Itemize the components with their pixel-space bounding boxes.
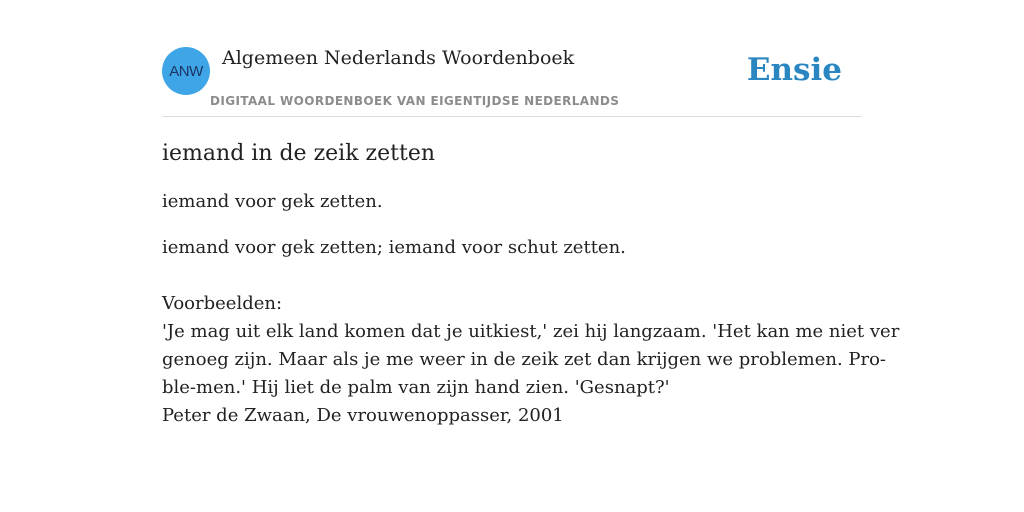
example-line: genoeg zijn. Maar als je me weer in de zeik zet dan krijgen we problemen. Pro-	[162, 349, 887, 370]
site-header	[162, 0, 862, 117]
example-line: ble-men.' Hij liet de palm van zijn hand zien. 'Gesnapt?'	[162, 377, 670, 398]
ensie-brand-logo[interactable]: Ensie	[746, 52, 842, 88]
site-subtitle: DIGITAAL WOORDENBOEK VAN EIGENTIJDSE NEDERLANDS	[210, 94, 620, 108]
entry-content	[162, 138, 900, 430]
entry-headword: iemand in de zeik zetten	[162, 141, 436, 166]
example-source: Peter de Zwaan, De vrouwenoppasser, 2001	[162, 405, 564, 426]
examples-label: Voorbeelden:	[162, 293, 283, 314]
example-line: 'Je mag uit elk land komen dat je uitkiest,' zei hij langzaam. 'Het kan me niet ver	[162, 321, 900, 342]
site-title[interactable]: Algemeen Nederlands Woordenboek	[222, 47, 575, 69]
anw-logo[interactable]	[162, 47, 210, 95]
definition-long: iemand voor gek zetten; iemand voor schut zetten.	[162, 237, 626, 258]
logo-text: ANW	[169, 62, 203, 80]
definition-short: iemand voor gek zetten.	[162, 191, 383, 212]
examples-block	[162, 290, 900, 430]
